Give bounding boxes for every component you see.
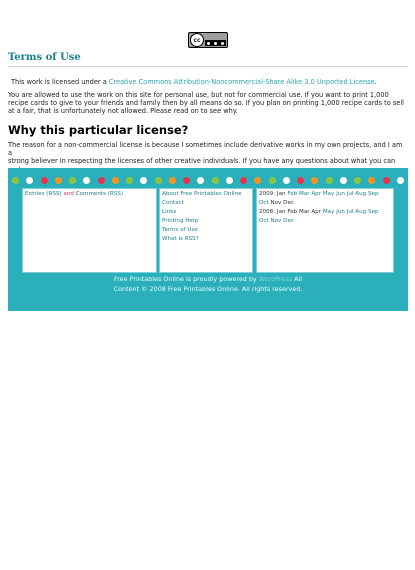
decorative-dot [383, 177, 390, 184]
decorative-dot [340, 177, 347, 184]
license-link[interactable]: Creative Commons Attribution-Noncommercial-Share Alike 3.0 Unported License [108, 78, 375, 86]
month-link[interactable]: Sep [367, 191, 379, 197]
decorative-dot [41, 177, 48, 184]
footer-credits [8, 274, 408, 294]
comments-rss-link[interactable]: Comments (RSS) [75, 191, 124, 197]
usage-paragraph [8, 91, 408, 116]
month-link[interactable]: Jun [336, 209, 345, 215]
decorative-dot [26, 177, 33, 184]
month-link[interactable]: Jul [346, 191, 354, 197]
decorative-dot [98, 177, 105, 184]
month-link[interactable]: Apr [311, 191, 322, 197]
license-statement [11, 78, 377, 86]
month-link[interactable]: Oct [259, 200, 269, 206]
creative-commons-badge-icon[interactable] [188, 32, 228, 48]
month-link[interactable]: Sep [367, 209, 379, 215]
month-link[interactable]: Jun [336, 191, 345, 197]
powered-by-line [8, 274, 408, 284]
reason-line: strong believer in respecting the licenses of other creative individuals. If you have any questions about what you can [8, 157, 396, 166]
copyright-text: Content © 2008 Free Printables Online. All rights reserved. [113, 285, 303, 293]
archives-panel [256, 188, 394, 273]
decorative-dot [212, 177, 219, 184]
decorative-dot [226, 177, 233, 184]
decorative-dot [297, 177, 304, 184]
decorative-dot [69, 177, 76, 184]
decorative-dot [397, 177, 404, 184]
page-link-links[interactable]: Links [162, 209, 177, 215]
archive-year-row: 2008: Jan Feb Mar Apr May Jun Jul Aug Sep [259, 209, 379, 215]
pages-panel [159, 188, 253, 273]
month-link[interactable]: Feb [287, 191, 298, 197]
decorative-dot [126, 177, 133, 184]
license-prefix: This work is licensed under a [11, 78, 107, 86]
decorative-dot [12, 177, 19, 184]
decorative-dot [155, 177, 162, 184]
page-link-what-is-rss[interactable]: What is RSS? [162, 236, 199, 242]
month-link[interactable]: Aug [355, 191, 367, 197]
month-link[interactable]: Mar [299, 209, 310, 215]
page-link-printing-help[interactable]: Printing Help [162, 218, 199, 224]
entries-rss-link[interactable]: Entries (RSS) [25, 191, 62, 197]
month-link[interactable]: Mar [299, 191, 310, 197]
decorative-dot [112, 177, 119, 184]
decorative-dot [240, 177, 247, 184]
month-link[interactable]: Nov [270, 200, 282, 206]
month-link[interactable]: Feb [287, 209, 298, 215]
month-link[interactable]: Dec [283, 218, 294, 224]
archive-year: 2009 [259, 191, 274, 197]
decorative-dot [326, 177, 333, 184]
month-link[interactable]: Aug [355, 209, 367, 215]
month-link[interactable]: Dec [283, 200, 294, 206]
archive-year-row: 2009: Jan Feb Mar Apr May Jun Jul Aug Sep [259, 191, 379, 197]
decorative-dot [83, 177, 90, 184]
archive-year-row-cont [259, 199, 391, 208]
usage-line: You are allowed to use the work on this site for personal use, but not for commercial use. If you want to print 1,000 [8, 91, 389, 99]
decorative-dot [283, 177, 290, 184]
month-link[interactable]: Jul [346, 209, 354, 215]
usage-line: recipe cards to give to your friends and family then by all means do so. If you plan on printing 1,000 recipe cards to sell [8, 99, 404, 108]
section-heading: Why this particular license? [8, 123, 189, 137]
month-link[interactable]: Apr [311, 209, 322, 215]
feeds-panel [22, 188, 157, 273]
month-link[interactable]: Jan [276, 191, 286, 197]
footer [8, 168, 408, 311]
decorative-dot [183, 177, 190, 184]
decorative-dot [169, 177, 176, 184]
decorative-dot [269, 177, 276, 184]
powered-by-suffix: All [294, 275, 302, 283]
month-link[interactable]: Jan [276, 209, 286, 215]
month-link[interactable]: Oct [259, 218, 269, 224]
usage-line: at a fair, that is unfortunately not allowed. Please read on to see why. [8, 107, 238, 116]
decorative-dot [254, 177, 261, 184]
archive-year: 2008 [259, 209, 274, 215]
powered-by-text: Free Printables Online is proudly powered by [113, 275, 257, 283]
month-link[interactable]: Nov [270, 218, 282, 224]
month-link[interactable]: May [322, 191, 335, 197]
divider [8, 66, 408, 67]
page-link-contact[interactable]: Contact [162, 200, 184, 206]
and-text: and [63, 191, 74, 197]
page-link-terms[interactable]: Terms of Use [162, 227, 198, 233]
cc-attribution-icons [205, 40, 226, 46]
decorative-dot [140, 177, 147, 184]
page-link-about[interactable]: About Free Printables Online [162, 191, 242, 197]
decorative-dot [311, 177, 318, 184]
decorative-dot [197, 177, 204, 184]
reason-line: The reason for a non-commercial license is because I sometimes include derivative works in my own projects, and I am a [8, 141, 403, 158]
page-title: Terms of Use [8, 52, 81, 63]
cc-logo-icon: cc [190, 33, 204, 47]
decorative-dot [354, 177, 361, 184]
month-link[interactable]: May [322, 209, 335, 215]
decorative-dot [368, 177, 375, 184]
wordpress-link[interactable]: WordPress [258, 275, 293, 283]
decorative-dot [55, 177, 62, 184]
license-suffix: . [374, 78, 377, 86]
decorative-dots-row [8, 177, 408, 186]
archive-year-row-cont [259, 217, 391, 226]
